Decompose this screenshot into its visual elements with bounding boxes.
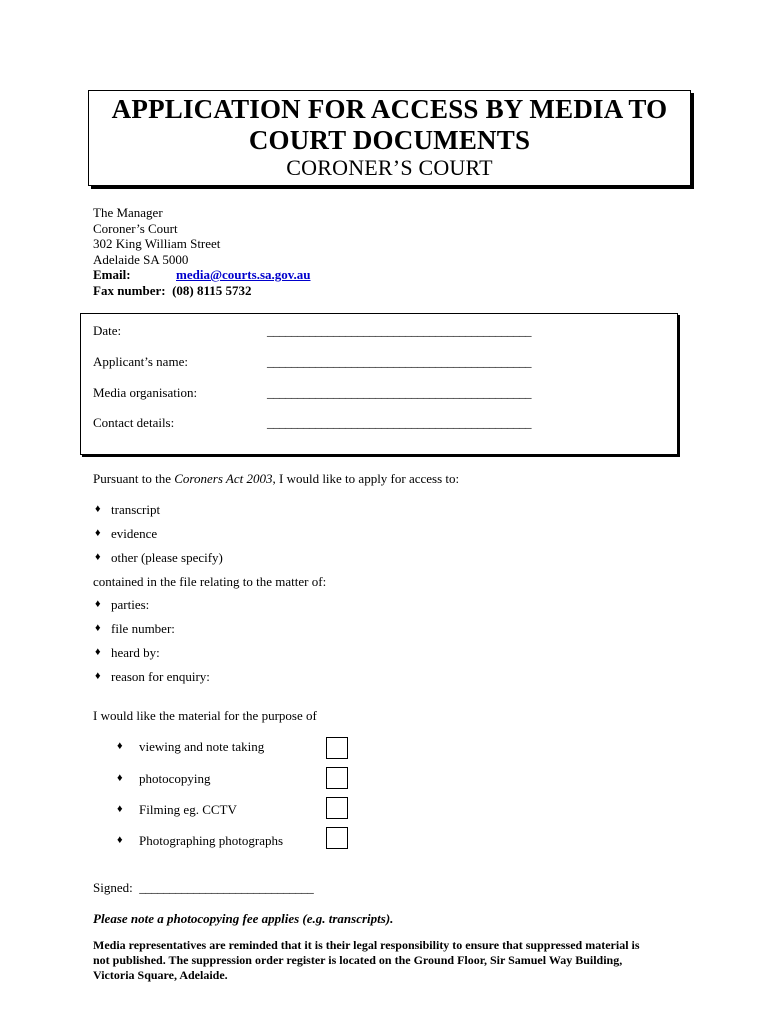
fax-row [93,283,493,299]
media-note [93,938,703,983]
address-block [93,205,493,298]
media-note-line-1: Media representatives are reminded that it is their legal responsibility to ensure that suppressed material is [93,938,640,952]
bullet-icon: ♦ [95,503,101,515]
viewing-checkbox[interactable] [326,737,348,759]
fax-value: (08) 8115 5732 [172,282,252,298]
purpose-list [110,735,370,855]
pursuant-paragraph [93,471,459,486]
signed-row [93,880,313,895]
pursuant-after: , I would like to apply for access to: [272,471,460,486]
address-line-2: Coroner’s Court [93,220,178,236]
email-link[interactable]: media@courts.sa.gov.au [176,267,311,282]
bullet-icon: ♦ [117,740,123,752]
applicant-details-box [80,313,678,455]
media-note-line-3: Victoria Square, Adelaide. [93,968,228,982]
access-item-transcript: transcript [111,502,161,517]
address-line-3: 302 King William Street [93,236,221,251]
bullet-icon: ♦ [95,527,101,539]
access-list [93,502,393,572]
title-box [88,90,691,186]
matter-item-heard-by: heard by: [111,645,160,660]
bullet-icon: ♦ [117,772,123,784]
bullet-icon: ♦ [95,646,101,658]
fee-note: Please note a photocopying fee applies (e.g. transcripts). [93,911,394,926]
bullet-icon: ♦ [95,551,101,563]
photocopying-checkbox[interactable] [326,767,348,789]
contact-details-label: Contact details: [93,415,175,430]
bullet-icon: ♦ [95,598,101,610]
purpose-item-photocopying: photocopying [139,771,211,786]
media-organisation-label: Media organisation: [93,385,198,400]
email-row [93,267,493,283]
page-title-line-2: COURT DOCUMENTS [248,125,531,155]
court-name: CORONER’S COURT [286,155,493,180]
signed-label: Signed: [93,880,133,895]
address-line-1: The Manager [93,205,163,220]
pursuant-before: Pursuant to the [93,471,175,486]
contact-details-field[interactable]: ____________________________________________ [267,415,531,430]
filming-checkbox[interactable] [326,797,348,819]
applicant-name-field[interactable]: ____________________________________________ [267,354,531,369]
page-title-line-1: APPLICATION FOR ACCESS BY MEDIA TO [111,94,668,124]
media-note-line-2: not published. The suppression order register is located on the Ground Floor, Sir Samuel Way Building, [93,953,623,967]
signature-field[interactable]: _____________________________ [139,880,314,895]
purpose-item-photographing: Photographing photographs [139,833,284,848]
bullet-icon: ♦ [95,670,101,682]
contained-text: contained in the file relating to the matter of: [93,574,327,589]
applicant-name-label: Applicant’s name: [93,354,188,369]
date-label: Date: [93,323,122,338]
matter-item-reason: reason for enquiry: [111,669,210,684]
matter-item-parties: parties: [111,597,150,612]
fax-label: Fax number: [93,282,166,298]
photographing-checkbox[interactable] [326,827,348,849]
access-item-evidence: evidence [111,526,158,541]
purpose-text: I would like the material for the purpose of [93,708,317,723]
purpose-item-filming: Filming eg. CCTV [139,802,237,817]
matter-list [93,597,393,689]
matter-item-file-number: file number: [111,621,175,636]
address-line-4: Adelaide SA 5000 [93,251,189,267]
act-name: Coroners Act 2003 [174,471,273,486]
bullet-icon: ♦ [117,803,123,815]
email-label: Email: [93,267,131,282]
access-item-other: other (please specify) [111,550,223,565]
date-field[interactable]: ____________________________________________ [267,323,531,338]
purpose-item-viewing: viewing and note taking [139,739,265,754]
bullet-icon: ♦ [117,834,123,846]
media-organisation-field[interactable]: ____________________________________________ [267,385,531,400]
bullet-icon: ♦ [95,622,101,634]
